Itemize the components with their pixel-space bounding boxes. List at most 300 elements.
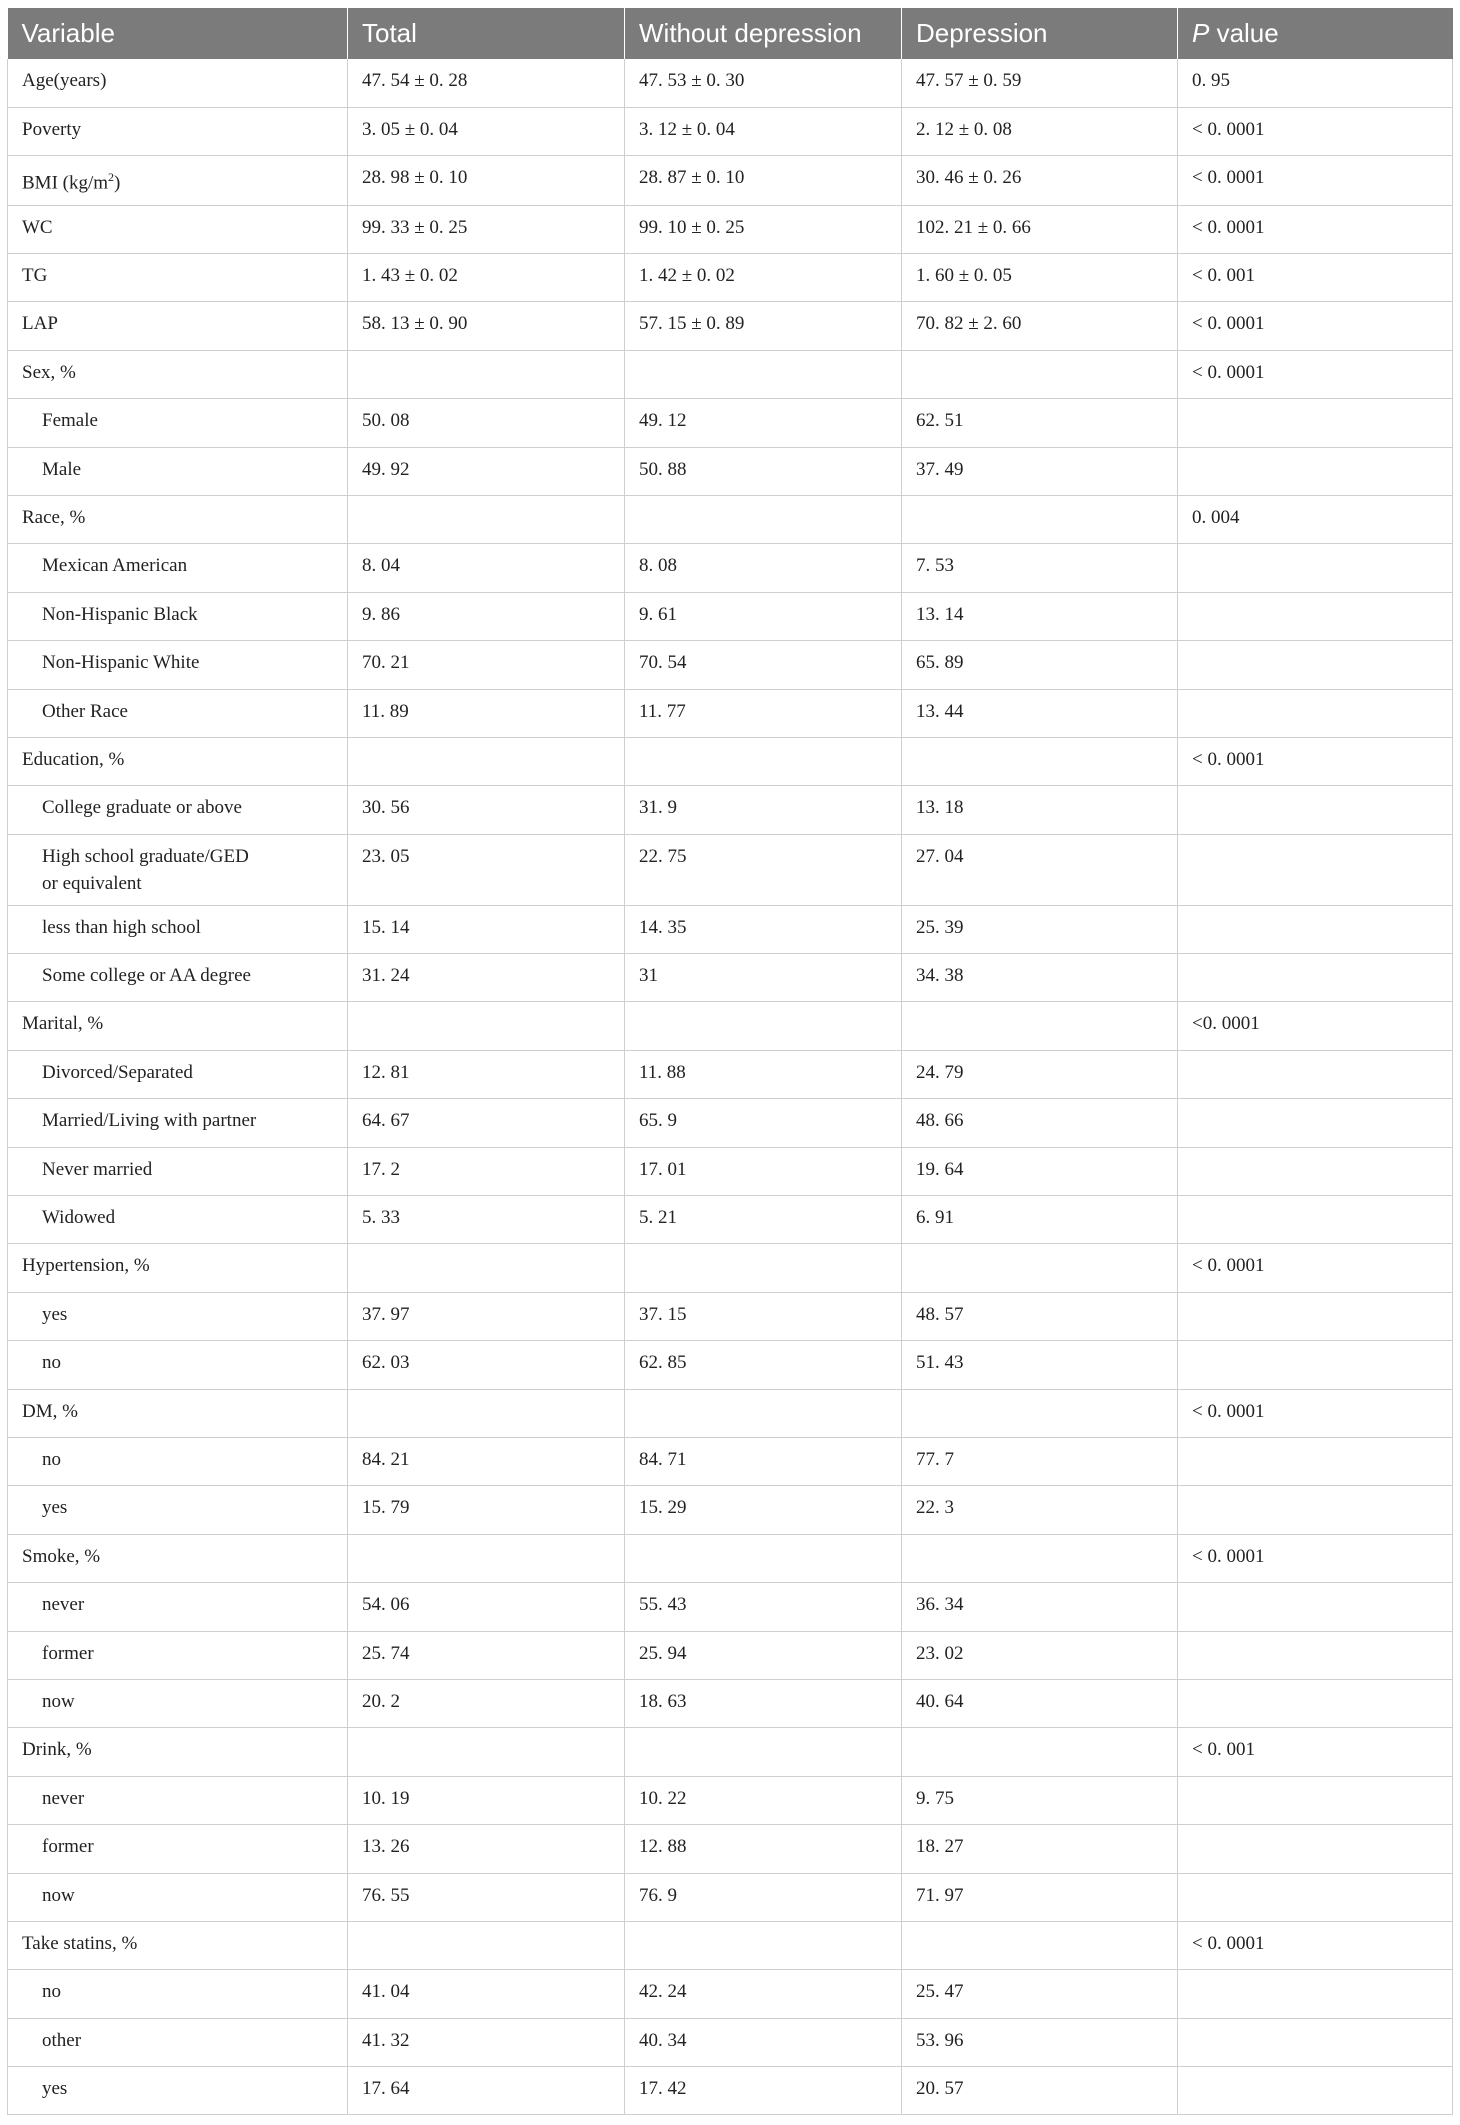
cell-depression: 65. 89 <box>902 641 1178 689</box>
cell-variable <box>8 205 348 253</box>
cell-depression: 48. 66 <box>902 1099 1178 1147</box>
cell-total <box>348 350 625 398</box>
variable-label: Drink, % <box>22 1739 92 1761</box>
variable-label: College graduate or above <box>42 797 242 819</box>
cell-without-depression: 17. 42 <box>625 2067 902 2115</box>
cell-without-depression: 9. 61 <box>625 592 902 640</box>
cell-variable <box>8 689 348 737</box>
variable-label: Education, % <box>22 748 125 770</box>
variable-label: Non-Hispanic White <box>42 652 200 674</box>
cell-total: 15. 79 <box>348 1486 625 1534</box>
cell-variable <box>8 2018 348 2066</box>
variable-label: yes <box>42 2078 68 2100</box>
cell-variable <box>8 447 348 495</box>
variable-label: Poverty <box>22 118 82 140</box>
variable-label: DM, % <box>22 1400 78 1422</box>
header-without-depression: Without depression <box>625 8 902 59</box>
cell-total: 99. 33 ± 0. 25 <box>348 205 625 253</box>
cell-p-value: < 0. 0001 <box>1178 1921 1453 1969</box>
table-row <box>8 254 1453 302</box>
cell-depression: 47. 57 ± 0. 59 <box>902 59 1178 107</box>
table-row <box>8 1389 1453 1437</box>
table-row <box>8 1825 1453 1873</box>
cell-p-value <box>1178 954 1453 1002</box>
variable-label: Divorced/Separated <box>42 1061 193 1083</box>
table-row <box>8 1437 1453 1485</box>
cell-depression <box>902 737 1178 785</box>
cell-variable <box>8 254 348 302</box>
cell-p-value <box>1178 641 1453 689</box>
table-row <box>8 1196 1453 1244</box>
label-superscript: 2 <box>108 170 115 185</box>
cell-variable <box>8 1292 348 1340</box>
cell-variable <box>8 592 348 640</box>
cell-variable <box>8 399 348 447</box>
cell-total: 13. 26 <box>348 1825 625 1873</box>
cell-depression <box>902 1002 1178 1050</box>
cell-without-depression: 47. 53 ± 0. 30 <box>625 59 902 107</box>
table-row <box>8 1631 1453 1679</box>
table-row <box>8 59 1453 107</box>
cell-depression: 13. 14 <box>902 592 1178 640</box>
cell-variable <box>8 1341 348 1389</box>
cell-total: 23. 05 <box>348 834 625 905</box>
cell-depression: 62. 51 <box>902 399 1178 447</box>
cell-variable <box>8 1631 348 1679</box>
table-row <box>8 447 1453 495</box>
cell-depression: 13. 18 <box>902 786 1178 834</box>
cell-total <box>348 495 625 543</box>
cell-total: 37. 97 <box>348 1292 625 1340</box>
variable-label: Never married <box>42 1158 153 1180</box>
variable-label: never <box>42 1594 85 1616</box>
table-row <box>8 1776 1453 1824</box>
cell-variable <box>8 1050 348 1098</box>
variable-label: now <box>42 1690 75 1712</box>
table-row <box>8 905 1453 953</box>
cell-total: 15. 14 <box>348 905 625 953</box>
cell-variable <box>8 1244 348 1292</box>
table-row <box>8 1147 1453 1195</box>
cell-without-depression: 50. 88 <box>625 447 902 495</box>
table-row <box>8 592 1453 640</box>
variable-label: LAP <box>22 313 58 335</box>
variable-label: now <box>42 1884 75 1906</box>
cell-total: 41. 32 <box>348 2018 625 2066</box>
cell-depression: 9. 75 <box>902 1776 1178 1824</box>
cell-variable <box>8 107 348 155</box>
cell-p-value <box>1178 1776 1453 1824</box>
table-row <box>8 1002 1453 1050</box>
cell-total: 11. 89 <box>348 689 625 737</box>
cell-total: 17. 2 <box>348 1147 625 1195</box>
cell-p-value: < 0. 0001 <box>1178 350 1453 398</box>
cell-without-depression: 31 <box>625 954 902 1002</box>
table-row <box>8 834 1453 905</box>
cell-without-depression <box>625 1728 902 1776</box>
cell-p-value: < 0. 0001 <box>1178 1534 1453 1582</box>
variable-label: yes <box>42 1497 68 1519</box>
cell-total <box>348 737 625 785</box>
cell-variable <box>8 2067 348 2115</box>
cell-total <box>348 1921 625 1969</box>
variable-label: never <box>42 1787 85 1809</box>
table-row <box>8 737 1453 785</box>
table-row <box>8 1679 1453 1727</box>
cell-total <box>348 1534 625 1582</box>
cell-variable <box>8 786 348 834</box>
cell-total: 30. 56 <box>348 786 625 834</box>
cell-without-depression: 76. 9 <box>625 1873 902 1921</box>
cell-total: 20. 2 <box>348 1679 625 1727</box>
cell-p-value <box>1178 1437 1453 1485</box>
cell-variable <box>8 1486 348 1534</box>
cell-depression: 23. 02 <box>902 1631 1178 1679</box>
cell-without-depression: 84. 71 <box>625 1437 902 1485</box>
variable-label: Male <box>42 458 82 480</box>
cell-depression: 51. 43 <box>902 1341 1178 1389</box>
cell-p-value <box>1178 1196 1453 1244</box>
cell-depression <box>902 1534 1178 1582</box>
header-depression: Depression <box>902 8 1178 59</box>
table-row <box>8 1244 1453 1292</box>
cell-without-depression: 18. 63 <box>625 1679 902 1727</box>
cell-depression: 77. 7 <box>902 1437 1178 1485</box>
cell-p-value <box>1178 1970 1453 2018</box>
cell-p-value <box>1178 689 1453 737</box>
cell-without-depression: 10. 22 <box>625 1776 902 1824</box>
variable-label: Non-Hispanic Black <box>42 603 198 625</box>
table-row <box>8 544 1453 592</box>
cell-without-depression: 1. 42 ± 0. 02 <box>625 254 902 302</box>
table-row <box>8 495 1453 543</box>
cell-p-value <box>1178 1583 1453 1631</box>
table-row <box>8 1583 1453 1631</box>
table-row <box>8 689 1453 737</box>
cell-depression: 13. 44 <box>902 689 1178 737</box>
cell-total: 3. 05 ± 0. 04 <box>348 107 625 155</box>
cell-variable <box>8 156 348 205</box>
cell-depression: 25. 39 <box>902 905 1178 953</box>
cell-variable <box>8 1583 348 1631</box>
cell-total <box>348 1728 625 1776</box>
cell-depression: 7. 53 <box>902 544 1178 592</box>
variable-label: Married/Living with partner <box>42 1110 257 1132</box>
variable-label: Smoke, % <box>22 1545 101 1567</box>
cell-without-depression: 11. 88 <box>625 1050 902 1098</box>
cell-depression: 48. 57 <box>902 1292 1178 1340</box>
cell-p-value: < 0. 0001 <box>1178 737 1453 785</box>
cell-without-depression <box>625 1002 902 1050</box>
cell-p-value: < 0. 001 <box>1178 254 1453 302</box>
cell-depression: 1. 60 ± 0. 05 <box>902 254 1178 302</box>
cell-total: 41. 04 <box>348 1970 625 2018</box>
p-value-word: value <box>1209 18 1279 48</box>
cell-without-depression: 40. 34 <box>625 2018 902 2066</box>
table-row <box>8 350 1453 398</box>
cell-p-value <box>1178 1341 1453 1389</box>
cell-without-depression <box>625 737 902 785</box>
variable-label: Mexican American <box>42 555 188 577</box>
cell-depression: 71. 97 <box>902 1873 1178 1921</box>
cell-total: 1. 43 ± 0. 02 <box>348 254 625 302</box>
table-row <box>8 1873 1453 1921</box>
cell-variable <box>8 1196 348 1244</box>
cell-total: 25. 74 <box>348 1631 625 1679</box>
cell-p-value <box>1178 1050 1453 1098</box>
table-row <box>8 1050 1453 1098</box>
variable-label: no <box>42 1352 61 1374</box>
cell-p-value <box>1178 2067 1453 2115</box>
data-table <box>7 8 1453 2115</box>
cell-without-depression: 17. 01 <box>625 1147 902 1195</box>
cell-variable <box>8 1099 348 1147</box>
cell-total: 12. 81 <box>348 1050 625 1098</box>
cell-p-value <box>1178 1099 1453 1147</box>
cell-variable <box>8 1534 348 1582</box>
cell-variable <box>8 905 348 953</box>
cell-p-value: 0. 95 <box>1178 59 1453 107</box>
variable-label: Hypertension, % <box>22 1255 150 1277</box>
cell-variable <box>8 1728 348 1776</box>
cell-without-depression <box>625 495 902 543</box>
cell-p-value <box>1178 592 1453 640</box>
cell-p-value: 0. 004 <box>1178 495 1453 543</box>
cell-total: 31. 24 <box>348 954 625 1002</box>
cell-without-depression: 15. 29 <box>625 1486 902 1534</box>
cell-variable <box>8 1825 348 1873</box>
cell-total: 17. 64 <box>348 2067 625 2115</box>
table-row <box>8 954 1453 1002</box>
cell-variable <box>8 1437 348 1485</box>
cell-without-depression: 14. 35 <box>625 905 902 953</box>
cell-without-depression <box>625 1244 902 1292</box>
header-variable: Variable <box>8 8 348 59</box>
cell-depression: 19. 64 <box>902 1147 1178 1195</box>
variable-label: other <box>42 2029 82 2051</box>
cell-depression: 40. 64 <box>902 1679 1178 1727</box>
cell-p-value <box>1178 786 1453 834</box>
cell-total <box>348 1389 625 1437</box>
cell-variable <box>8 1776 348 1824</box>
variable-label: Take statins, % <box>22 1932 138 1954</box>
cell-total: 47. 54 ± 0. 28 <box>348 59 625 107</box>
cell-without-depression: 3. 12 ± 0. 04 <box>625 107 902 155</box>
cell-without-depression: 37. 15 <box>625 1292 902 1340</box>
cell-without-depression: 49. 12 <box>625 399 902 447</box>
cell-total: 50. 08 <box>348 399 625 447</box>
cell-p-value: < 0. 0001 <box>1178 205 1453 253</box>
variable-label: BMI (kg/m <box>22 172 109 194</box>
label-suffix: ) <box>114 172 121 194</box>
cell-depression: 37. 49 <box>902 447 1178 495</box>
cell-total: 64. 67 <box>348 1099 625 1147</box>
cell-depression: 24. 79 <box>902 1050 1178 1098</box>
cell-total <box>348 1244 625 1292</box>
cell-variable <box>8 59 348 107</box>
cell-total: 5. 33 <box>348 1196 625 1244</box>
cell-p-value <box>1178 1873 1453 1921</box>
cell-p-value <box>1178 1486 1453 1534</box>
cell-variable <box>8 1921 348 1969</box>
cell-depression <box>902 1921 1178 1969</box>
cell-p-value <box>1178 1631 1453 1679</box>
cell-depression: 2. 12 ± 0. 08 <box>902 107 1178 155</box>
table-row <box>8 1341 1453 1389</box>
cell-depression: 25. 47 <box>902 1970 1178 2018</box>
variable-label: Age(years) <box>22 70 107 91</box>
cell-without-depression: 65. 9 <box>625 1099 902 1147</box>
cell-p-value: < 0. 0001 <box>1178 156 1453 205</box>
cell-depression: 18. 27 <box>902 1825 1178 1873</box>
cell-without-depression <box>625 1534 902 1582</box>
cell-p-value <box>1178 1825 1453 1873</box>
cell-depression <box>902 1244 1178 1292</box>
cell-total: 49. 92 <box>348 447 625 495</box>
table-row <box>8 1486 1453 1534</box>
cell-without-depression: 31. 9 <box>625 786 902 834</box>
table-row <box>8 786 1453 834</box>
cell-variable <box>8 350 348 398</box>
cell-variable <box>8 1679 348 1727</box>
cell-p-value <box>1178 2018 1453 2066</box>
table-row <box>8 1970 1453 2018</box>
cell-variable <box>8 834 348 905</box>
cell-without-depression: 70. 54 <box>625 641 902 689</box>
cell-total: 58. 13 ± 0. 90 <box>348 302 625 350</box>
cell-total: 84. 21 <box>348 1437 625 1485</box>
variable-label: Race, % <box>22 506 86 528</box>
variable-label: former <box>42 1836 94 1858</box>
variable-label: former <box>42 1642 94 1664</box>
cell-without-depression: 62. 85 <box>625 1341 902 1389</box>
cell-depression <box>902 350 1178 398</box>
cell-p-value <box>1178 544 1453 592</box>
cell-p-value <box>1178 834 1453 905</box>
cell-depression <box>902 495 1178 543</box>
cell-total: 10. 19 <box>348 1776 625 1824</box>
variable-label: Other Race <box>42 700 128 722</box>
variable-label: less than high school <box>42 916 201 938</box>
header-total: Total <box>348 8 625 59</box>
cell-without-depression: 22. 75 <box>625 834 902 905</box>
cell-without-depression <box>625 1389 902 1437</box>
cell-p-value <box>1178 1679 1453 1727</box>
variable-label: WC <box>22 216 53 238</box>
cell-without-depression: 42. 24 <box>625 1970 902 2018</box>
cell-depression: 27. 04 <box>902 834 1178 905</box>
header-p-value <box>1178 8 1453 59</box>
cell-depression: 20. 57 <box>902 2067 1178 2115</box>
table-row <box>8 2067 1453 2115</box>
cell-variable <box>8 1873 348 1921</box>
cell-p-value <box>1178 905 1453 953</box>
variable-label: TG <box>22 265 48 286</box>
cell-p-value <box>1178 1147 1453 1195</box>
table-body <box>8 59 1453 2115</box>
variable-label: Marital, % <box>22 1013 104 1035</box>
cell-variable <box>8 1970 348 2018</box>
cell-without-depression: 57. 15 ± 0. 89 <box>625 302 902 350</box>
cell-variable <box>8 1147 348 1195</box>
cell-p-value: < 0. 0001 <box>1178 1244 1453 1292</box>
cell-total: 28. 98 ± 0. 10 <box>348 156 625 205</box>
variable-label: Female <box>42 410 98 432</box>
table-header <box>8 8 1453 59</box>
variable-label: no <box>42 1448 61 1470</box>
cell-variable <box>8 302 348 350</box>
variable-label-line2: or equivalent <box>42 872 142 894</box>
table-row <box>8 1921 1453 1969</box>
table-row <box>8 107 1453 155</box>
cell-p-value <box>1178 1292 1453 1340</box>
cell-depression: 30. 46 ± 0. 26 <box>902 156 1178 205</box>
cell-total <box>348 1002 625 1050</box>
cell-without-depression: 55. 43 <box>625 1583 902 1631</box>
cell-total: 62. 03 <box>348 1341 625 1389</box>
table-row <box>8 1099 1453 1147</box>
cell-depression: 36. 34 <box>902 1583 1178 1631</box>
cell-p-value <box>1178 447 1453 495</box>
table-row <box>8 156 1453 205</box>
table-row <box>8 399 1453 447</box>
variable-label: High school graduate/GED <box>42 845 249 867</box>
variable-label: Some college or AA degree <box>42 965 251 987</box>
cell-depression <box>902 1728 1178 1776</box>
cell-total: 9. 86 <box>348 592 625 640</box>
cell-without-depression <box>625 1921 902 1969</box>
cell-without-depression: 5. 21 <box>625 1196 902 1244</box>
cell-depression: 70. 82 ± 2. 60 <box>902 302 1178 350</box>
cell-variable <box>8 1389 348 1437</box>
cell-depression: 6. 91 <box>902 1196 1178 1244</box>
cell-total: 8. 04 <box>348 544 625 592</box>
variable-label: Sex, % <box>22 361 76 383</box>
cell-variable <box>8 641 348 689</box>
cell-without-depression: 28. 87 ± 0. 10 <box>625 156 902 205</box>
cell-p-value: <0. 0001 <box>1178 1002 1453 1050</box>
cell-variable <box>8 737 348 785</box>
header-row <box>8 8 1453 59</box>
variable-label: yes <box>42 1303 68 1325</box>
table-row <box>8 1534 1453 1582</box>
cell-total: 76. 55 <box>348 1873 625 1921</box>
table-row <box>8 302 1453 350</box>
cell-without-depression: 8. 08 <box>625 544 902 592</box>
cell-depression <box>902 1389 1178 1437</box>
cell-total: 54. 06 <box>348 1583 625 1631</box>
cell-depression: 34. 38 <box>902 954 1178 1002</box>
cell-depression: 22. 3 <box>902 1486 1178 1534</box>
cell-variable <box>8 954 348 1002</box>
cell-p-value: < 0. 001 <box>1178 1728 1453 1776</box>
cell-total: 70. 21 <box>348 641 625 689</box>
cell-p-value <box>1178 399 1453 447</box>
cell-variable <box>8 544 348 592</box>
variable-label: Widowed <box>42 1207 116 1229</box>
cell-depression: 102. 21 ± 0. 66 <box>902 205 1178 253</box>
table-row <box>8 2018 1453 2066</box>
table-row <box>8 1728 1453 1776</box>
table-row <box>8 641 1453 689</box>
cell-without-depression <box>625 350 902 398</box>
variable-label: no <box>42 1981 61 2003</box>
cell-without-depression: 12. 88 <box>625 1825 902 1873</box>
cell-p-value: < 0. 0001 <box>1178 302 1453 350</box>
table-row <box>8 205 1453 253</box>
cell-without-depression: 11. 77 <box>625 689 902 737</box>
cell-without-depression: 99. 10 ± 0. 25 <box>625 205 902 253</box>
